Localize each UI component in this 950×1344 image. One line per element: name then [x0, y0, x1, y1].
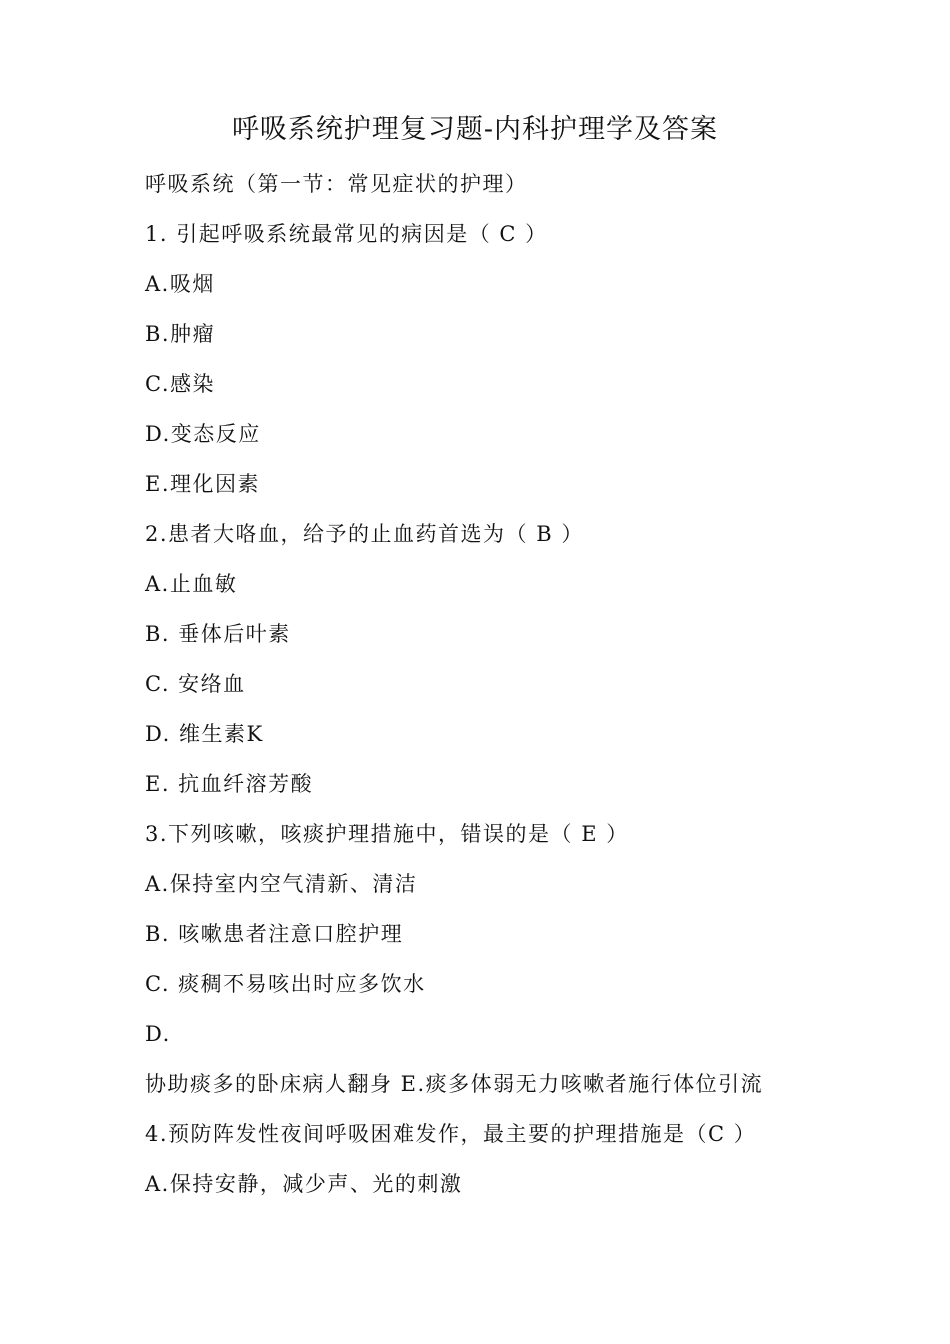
option-line: C. 安络血	[145, 672, 246, 696]
option-line: A.保持安静，减少声、光的刺激	[145, 1172, 463, 1196]
document-body	[145, 166, 885, 1216]
option-line: E. 抗血纤溶芳酸	[145, 772, 314, 796]
document-title: 呼吸系统护理复习题-内科护理学及答案	[231, 114, 719, 145]
option-line: D.变态反应	[145, 422, 261, 446]
option-line: A.止血敏	[145, 572, 238, 596]
question-1: 1. 引起呼吸系统最常见的病因是（ C ）	[145, 222, 548, 246]
option-line: C. 痰稠不易咳出时应多饮水	[145, 972, 426, 996]
section-heading: 呼吸系统（第一节：常见症状的护理）	[145, 172, 528, 196]
option-line: B. 咳嗽患者注意口腔护理	[145, 922, 404, 946]
option-line: C.感染	[145, 372, 215, 396]
option-line: D.	[145, 1022, 171, 1046]
option-line: A.保持室内空气清新、清洁	[145, 872, 418, 896]
question-4: 4.预防阵发性夜间呼吸困难发作，最主要的护理措施是（C ）	[145, 1122, 757, 1146]
option-line: D. 维生素K	[145, 722, 264, 746]
option-line: 协助痰多的卧床病人翻身 E.痰多体弱无力咳嗽者施行体位引流	[145, 1072, 764, 1096]
question-2: 2.患者大咯血，给予的止血药首选为（ B ）	[145, 522, 584, 546]
question-3: 3.下列咳嗽，咳痰护理措施中，错误的是（ E ）	[145, 822, 629, 846]
option-line: B. 垂体后叶素	[145, 622, 291, 646]
option-line: E.理化因素	[145, 472, 261, 496]
option-line: A.吸烟	[145, 272, 215, 296]
option-line: B.肿瘤	[145, 322, 216, 346]
